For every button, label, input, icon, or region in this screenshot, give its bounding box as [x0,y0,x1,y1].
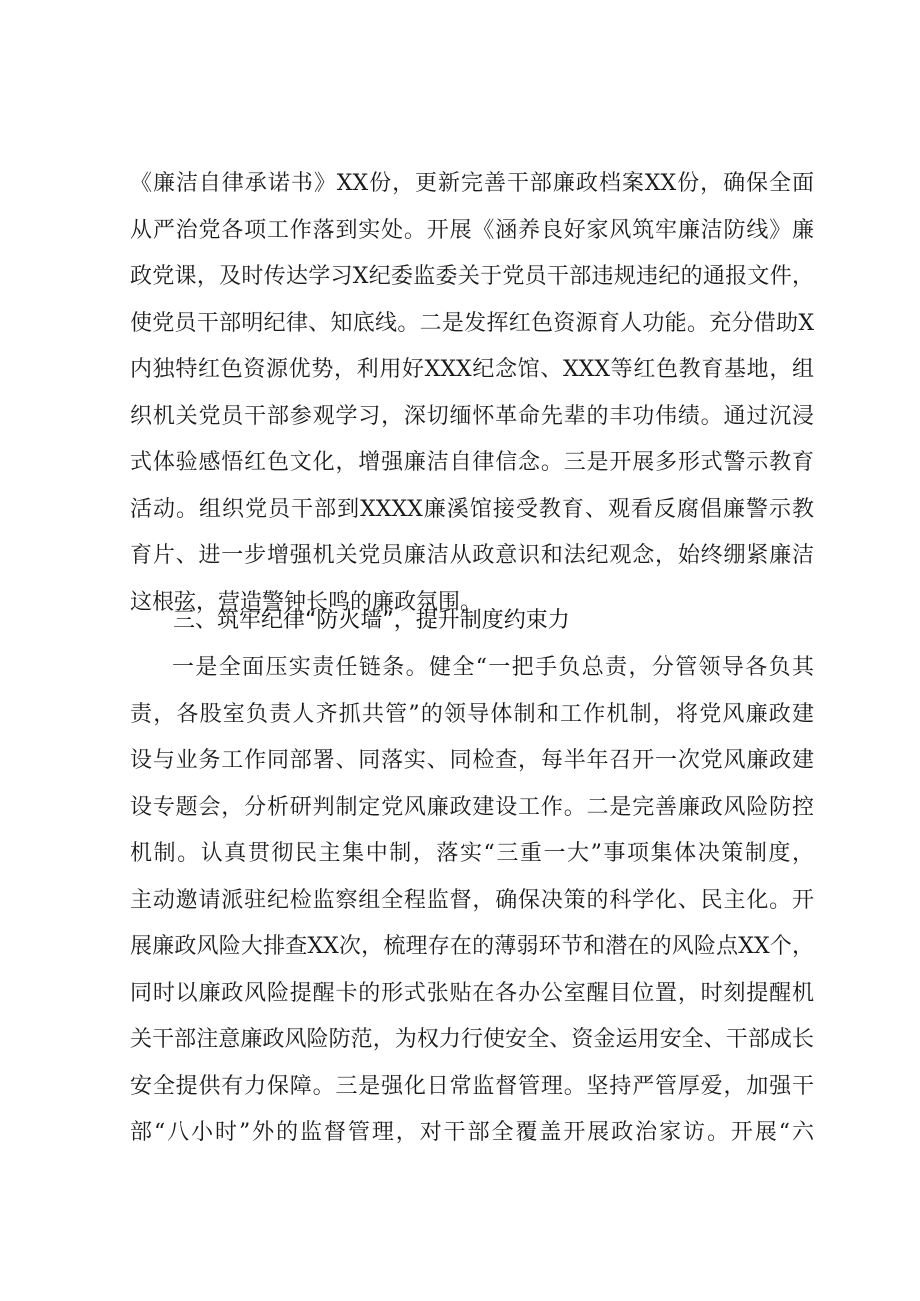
paragraph-line: 《廉洁自律承诺书》XX份，更新完善干部廉政档案XX份，确保全面 [130,171,814,196]
paragraph-line: 一是全面压实责任链条。健全“一把手负总责，分管领导各负其 [172,655,814,680]
paragraph-line: 安全提供有力保障。三是强化日常监督管理。坚持严管厚爱，加强干 [130,1073,814,1099]
paragraph-line: 机制。认真贯彻民主集中制，落实“三重一大”事项集体决策制度， [130,841,814,866]
paragraph-line: 关干部注意廉政风险防范，为权力行使安全、资金运用安全、干部成长 [130,1027,814,1052]
paragraph-line: 使党员干部明纪律、知底线。二是发挥红色资源育人功能。充分借助X [130,310,814,336]
paragraph-2 [130,645,814,1157]
paragraph-line: 内独特红色资源优势，利用好XXX纪念馆、XXX等红色教育基地，组 [130,357,814,382]
paragraph-line: 从严治党各项工作落到实处。开展《涵养良好家风筑牢廉洁防线》廉 [130,217,814,243]
paragraph-line: 同时以廉政风险提醒卡的形式张贴在各办公室醒目位置，时刻提醒机 [130,980,814,1006]
paragraph-line: 设专题会，分析研判制定党风廉政建设工作。二是完善廉政风险防控 [130,794,814,820]
paragraph-line: 活动。组织党员干部到XXXX廉溪馆接受教育、观看反腐倡廉警示教 [130,496,814,522]
paragraph-line: 设与业务工作同部署、同落实、同检查，每半年召开一次党风廉政建 [130,748,814,773]
paragraph-line: 育片、进一步增强机关党员廉洁从政意识和法纪观念，始终绷紧廉洁 [130,543,814,568]
paragraph-line: 式体验感悟红色文化，增强廉洁自律信念。三是开展多形式警示教育 [130,450,814,475]
paragraph-line: 主动邀请派驻纪检监察组全程监督，确保决策的科学化、民主化。开 [130,887,814,913]
paragraph-1 [130,161,814,626]
paragraph-line: 部“八小时”外的监督管理，对干部全覆盖开展政治家访。开展“六 [130,1120,814,1145]
paragraph-line: 展廉政风险大排查XX次，梳理存在的薄弱环节和潜在的风险点XX个， [130,934,814,959]
section-heading: 三、筑牢纪律“防火墙”，提升制度约束力 [173,608,570,633]
paragraph-line: 这根弦，营造警钟长鸣的廉政氛围。 [130,589,483,615]
paragraph-line: 责，各股室负责人齐抓共管”的领导体制和工作机制，将党风廉政建 [130,701,814,727]
paragraph-line: 织机关党员干部参观学习，深切缅怀革命先辈的丰功伟绩。通过沉浸 [130,403,814,429]
paragraph-line: 政党课，及时传达学习X纪委监委关于党员干部违规违纪的通报文件， [130,264,814,289]
